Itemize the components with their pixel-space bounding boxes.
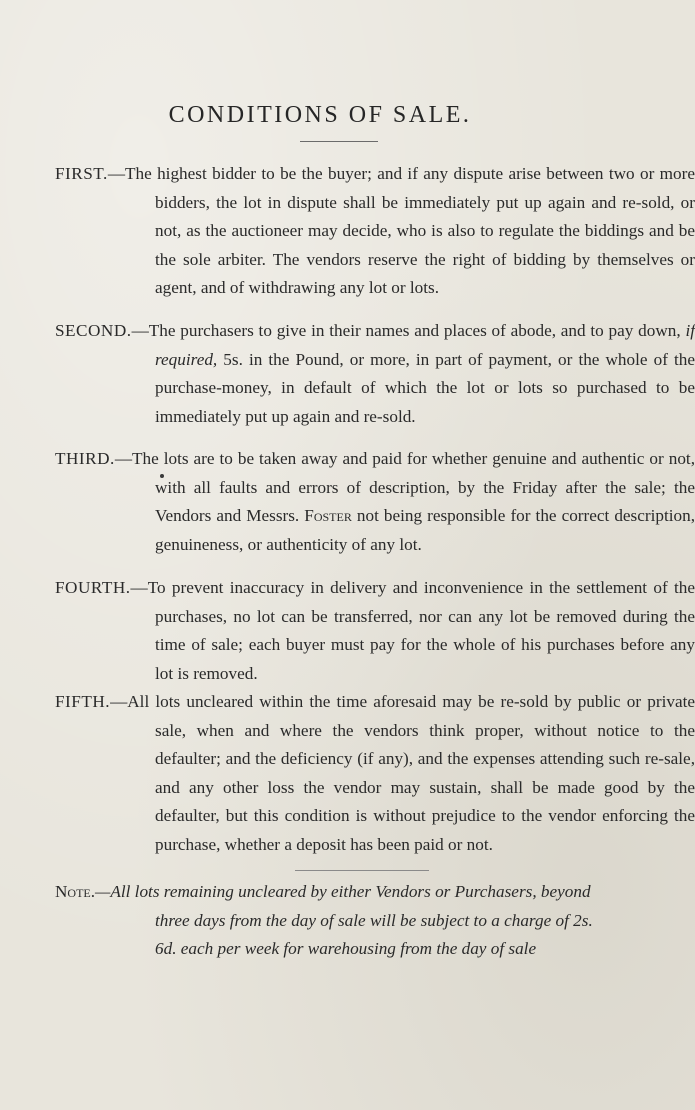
clause-lead: FOURTH. <box>55 578 131 597</box>
clause-text-italic: if required, <box>155 321 695 369</box>
clause-lead: FIFTH. <box>55 692 111 711</box>
note-lead: Note. <box>55 882 96 901</box>
margin-mark <box>160 474 164 478</box>
clause-fourth <box>55 574 695 688</box>
clause-text: —To prevent inaccuracy in delivery and inconvenience in the settlement of the purchases, no lot can be transferred, nor can any lot be removed during the time of sale; each buyer must pay for the whole of his purchases before any lot is removed. <box>130 578 695 683</box>
clause-text-smallcaps: Foster <box>304 506 352 525</box>
clause-text: —The lots are to be taken away and paid for whether genuine and authentic or not, with all faults and errors of description, by the Friday after the sale; the Vendors and Messrs. <box>114 449 695 525</box>
clause-text: not being responsible for the correct description, genuineness, or authenticity of any lot. <box>155 506 695 554</box>
note <box>55 878 600 964</box>
clause-lead: SECOND. <box>55 321 132 340</box>
clause-first <box>55 160 695 303</box>
page-title: CONDITIONS OF SALE. <box>168 102 472 128</box>
clause-text: —The highest bidder to be the buyer; and if any dispute arise between two or more bidders, the lot in dispute shall be immediately put up again and re-sold, or not, as the auctioneer may decide, who is also to regulate the biddings and be the sole arbiter. The vendors reserve the right of bidding by themselves or agent, and of withdrawing any lot or lots. <box>107 164 695 297</box>
title-rule <box>300 141 378 142</box>
clause-text: —The purchasers to give in their names and places of abode, and to pay down, <box>131 321 686 340</box>
clause-fifth <box>55 688 695 859</box>
note-text: —All lots remaining uncleared by either Vendors or Purchasers, beyond three days from the day of sale will be subject to a charge of 2s. 6d. each per week for warehousing from the day of sale <box>95 882 593 958</box>
clause-text: —All lots uncleared within the time aforesaid may be re-sold by public or private sale, when and where the vendors think proper, without notice to the defaulter; and the deficiency (if any), and the expenses attending such re-sale, and any other loss the vendor may sustain, shall be made good by the defaulter, but this condition is without prejudice to the vendor enforcing the purchase, whether a deposit has been paid or not. <box>110 692 695 854</box>
clause-second <box>55 317 695 431</box>
note-rule <box>295 870 429 871</box>
clause-lead: FIRST. <box>55 164 108 183</box>
clause-lead: THIRD. <box>55 449 115 468</box>
clause-third <box>55 445 695 559</box>
clause-text: 5s. in the Pound, or more, in part of payment, or the whole of the purchase-money, in default of which the lot or lots so purchased to be immediately put up again and re-sold. <box>155 349 695 426</box>
